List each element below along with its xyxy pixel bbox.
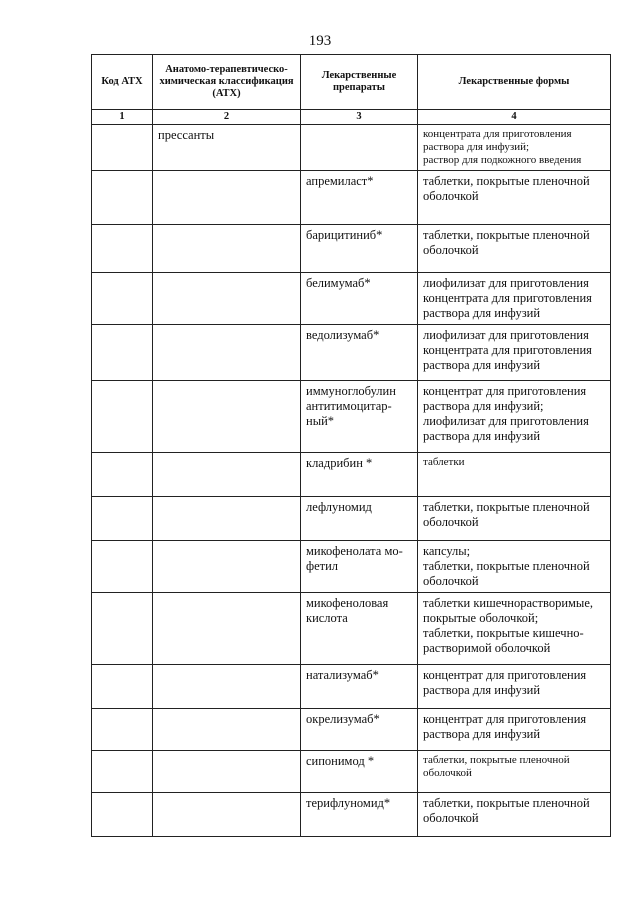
cell-code (92, 665, 153, 709)
header-classification: Анатомо-терапевтическо-химическая классификация (АТХ) (153, 55, 301, 110)
table-header-row (92, 55, 611, 110)
table-row (92, 453, 611, 497)
cell-code (92, 541, 153, 593)
cell-drug: микофенолата мо-фетил (301, 541, 418, 593)
cell-code (92, 751, 153, 793)
cell-classification (153, 453, 301, 497)
column-number: 1 (92, 110, 153, 125)
cell-classification (153, 793, 301, 837)
column-number: 2 (153, 110, 301, 125)
cell-drug: белимумаб* (301, 273, 418, 325)
cell-drug: терифлуномид* (301, 793, 418, 837)
cell-forms: таблетки, покрытые пленочной оболочкой (418, 171, 611, 225)
cell-classification (153, 273, 301, 325)
cell-drug: апремиласт* (301, 171, 418, 225)
table-row (92, 325, 611, 381)
cell-code (92, 709, 153, 751)
table-row (92, 751, 611, 793)
cell-drug: лефлуномид (301, 497, 418, 541)
table-row (92, 273, 611, 325)
cell-classification (153, 325, 301, 381)
cell-forms: концентрат для приготовления раствора для инфузий (418, 709, 611, 751)
cell-drug: иммуноглобулин антитимоцитар-ный* (301, 381, 418, 453)
cell-drug: кладрибин * (301, 453, 418, 497)
cell-classification (153, 665, 301, 709)
cell-forms: лиофилизат для приготовления концентрата для приготовления раствора для инфузий (418, 273, 611, 325)
table-row (92, 793, 611, 837)
cell-forms: таблетки, покрытые пленочной оболочкой (418, 793, 611, 837)
cell-forms: концентрат для приготовления раствора для инфузий (418, 665, 611, 709)
cell-code (92, 125, 153, 171)
column-number: 4 (418, 110, 611, 125)
cell-code (92, 497, 153, 541)
cell-classification (153, 171, 301, 225)
cell-code (92, 793, 153, 837)
cell-forms: таблетки кишечнорастворимые, покрытые оболочкой; таблетки, покрытые кишечно-растворимой оболочкой (418, 593, 611, 665)
table-row (92, 541, 611, 593)
cell-classification: прессанты (153, 125, 301, 171)
table-body (92, 110, 611, 837)
page-number: 193 (308, 33, 332, 49)
table-row (92, 381, 611, 453)
cell-forms: концентрат для приготовления раствора для инфузий; лиофилизат для приготовления раствора для инфузий (418, 381, 611, 453)
cell-code (92, 273, 153, 325)
cell-classification (153, 381, 301, 453)
cell-forms: таблетки, покрытые пленочной оболочкой (418, 497, 611, 541)
table-row (92, 171, 611, 225)
table-row (92, 665, 611, 709)
cell-classification (153, 225, 301, 273)
table-row (92, 497, 611, 541)
cell-drug: ведолизумаб* (301, 325, 418, 381)
cell-drug: барицитиниб* (301, 225, 418, 273)
cell-code (92, 453, 153, 497)
cell-classification (153, 593, 301, 665)
table-row (92, 593, 611, 665)
table-row (92, 225, 611, 273)
cell-classification (153, 497, 301, 541)
cell-code (92, 171, 153, 225)
table-row (92, 125, 611, 171)
cell-forms: таблетки, покрытые пленочной оболочкой (418, 751, 611, 793)
cell-code (92, 381, 153, 453)
cell-forms: капсулы; таблетки, покрытые пленочной оболочкой (418, 541, 611, 593)
table-row (92, 709, 611, 751)
cell-code (92, 325, 153, 381)
cell-classification (153, 541, 301, 593)
header-forms: Лекарственные формы (418, 55, 611, 110)
cell-code (92, 225, 153, 273)
cell-drug: микофеноловая кислота (301, 593, 418, 665)
cell-classification (153, 709, 301, 751)
header-code: Код АТХ (92, 55, 153, 110)
cell-forms: таблетки, покрытые пленочной оболочкой (418, 225, 611, 273)
column-number: 3 (301, 110, 418, 125)
column-number-row (92, 110, 611, 125)
atx-drug-table (91, 54, 611, 837)
cell-forms: таблетки (418, 453, 611, 497)
cell-forms: концентрата для приготовления раствора для инфузий; раствор для подкожного введения (418, 125, 611, 171)
cell-drug: натализумаб* (301, 665, 418, 709)
cell-drug (301, 125, 418, 171)
cell-drug: сипонимод * (301, 751, 418, 793)
cell-classification (153, 751, 301, 793)
cell-code (92, 593, 153, 665)
header-drugs: Лекарственные препараты (301, 55, 418, 110)
cell-forms: лиофилизат для приготовления концентрата для приготовления раствора для инфузий (418, 325, 611, 381)
cell-drug: окрелизумаб* (301, 709, 418, 751)
